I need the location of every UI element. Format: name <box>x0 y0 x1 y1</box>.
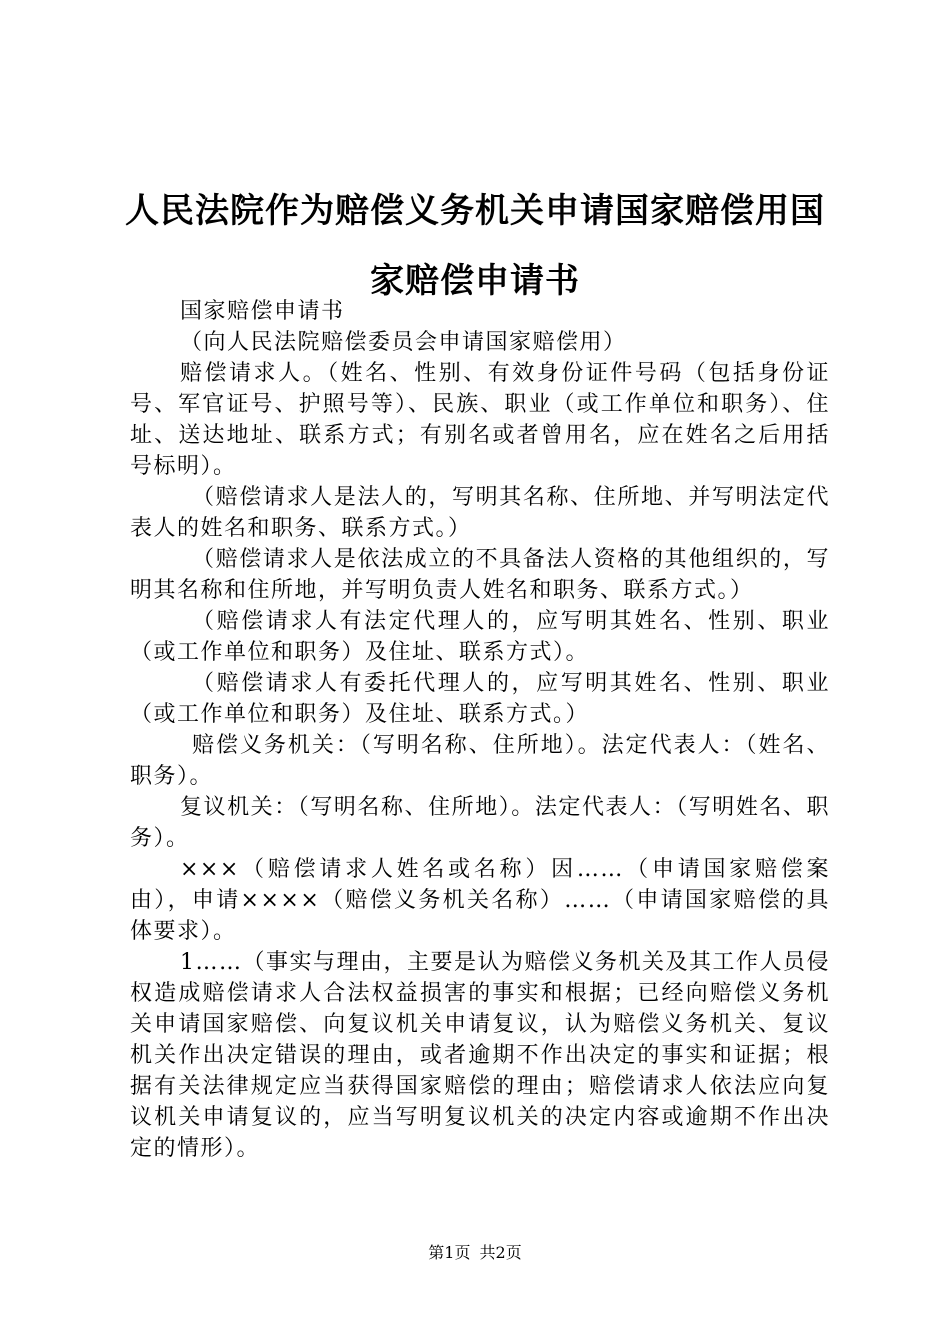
document-body <box>130 296 830 1164</box>
paragraph-request: ×××（赔偿请求人姓名或名称）因……（申请国家赔偿案由），申请××××（赔偿义务机关名称）……（申请国家赔偿的具体要求）。 <box>130 857 830 944</box>
page-footer <box>0 1243 950 1263</box>
paragraph-facts-reasons: 1……（事实与理由，主要是认为赔偿义务机关及其工作人员侵权造成赔偿请求人合法权益损害的事实和根据；已经向赔偿义务机关申请国家赔偿、向复议机关申请复议，认为赔偿义务机关、复议机关作出决定错误的理由，或者逾期不作出决定的事实和证据；根据有关法律规定应当获得国家赔偿的理由；赔偿请求人依法应向复议机关申请复议的，应当写明复议机关的决定内容或逾期不作出决定的情形）。 <box>130 950 830 1161</box>
paragraph-legal-person: （赔偿请求人是法人的，写明其名称、住所地、并写明法定代表人的姓名和职务、联系方式。） <box>130 485 830 541</box>
page-total: 共2页 <box>479 1243 522 1262</box>
paragraph-other-organization: （赔偿请求人是依法成立的不具备法人资格的其他组织的，写明其名称和住所地，并写明负责人姓名和职务、联系方式。） <box>130 547 830 603</box>
page-number: 第1页 <box>428 1243 471 1262</box>
paragraph-subheading: （向人民法院赔偿委员会申请国家赔偿用） <box>180 330 627 355</box>
paragraph-entrusted-agent: （赔偿请求人有委托代理人的，应写明其姓名、性别、职业（或工作单位和职务）及住址、联系方式。） <box>130 671 830 727</box>
document-title: 人民法院作为赔偿义务机关申请国家赔偿用国家赔偿申请书 <box>125 191 825 301</box>
paragraph-claimant: 赔偿请求人。（姓名、性别、有效身份证件号码（包括身份证号、军官证号、护照号等）、民族、职业（或工作单位和职务）、住址、送达地址、联系方式；有别名或者曾用名，应在姓名之后用括号标明）。 <box>130 361 830 479</box>
paragraph-review-organ: 复议机关：（写明名称、住所地）。法定代表人：（写明姓名、职务）。 <box>130 795 830 851</box>
paragraph-compensation-organ: 赔偿义务机关：（写明名称、住所地）。法定代表人：（姓名、职务）。 <box>130 733 830 789</box>
paragraph-statutory-agent: （赔偿请求人有法定代理人的，应写明其姓名、性别、职业（或工作单位和职务）及住址、联系方式）。 <box>130 609 830 665</box>
paragraph-heading: 国家赔偿申请书 <box>180 299 345 324</box>
